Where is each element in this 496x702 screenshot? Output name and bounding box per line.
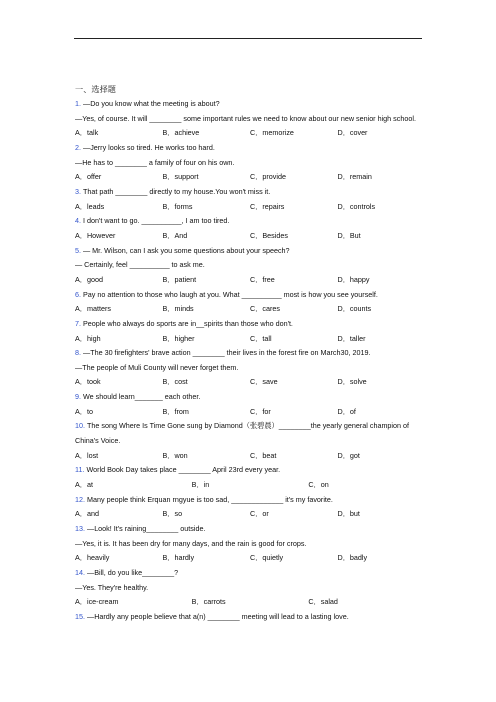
option-b[interactable]: B．so bbox=[162, 509, 183, 519]
option-b[interactable]: B．patient bbox=[162, 274, 197, 284]
option-c[interactable]: C．repairs bbox=[250, 201, 285, 211]
question-13-line-2: —Yes, it is. It has been dry for many days, and the rain is good for crops. bbox=[75, 538, 307, 548]
option-a[interactable]: A．lost bbox=[75, 450, 99, 460]
option-c[interactable]: C．on bbox=[308, 480, 329, 490]
question-2-options bbox=[75, 170, 425, 185]
option-c[interactable]: C．beat bbox=[250, 450, 277, 460]
question-8-options bbox=[75, 375, 425, 390]
question-6-options bbox=[75, 302, 425, 317]
option-b[interactable]: B．forms bbox=[162, 201, 193, 211]
option-d[interactable]: D．badly bbox=[337, 553, 368, 563]
question-12: 12. Many people think Erquan rngyue is too sad, _____________ it's my favorite. bbox=[75, 494, 333, 504]
option-c[interactable]: C．for bbox=[250, 406, 271, 416]
option-d[interactable]: D．controls bbox=[337, 201, 376, 211]
question-6: 6. Pay no attention to those who laugh at you. What __________ most is how you see yourself. bbox=[75, 289, 378, 299]
header-rule bbox=[74, 38, 422, 39]
question-2-line-2: —He has to ________ a family of four on his own. bbox=[75, 157, 235, 167]
question-5-line-2: — Certainly, feel __________ to ask me. bbox=[75, 260, 205, 270]
question-10: 10. The song Where Is Time Gone sung by Diamond（张碧晨）________the yearly general champion of China's Voice. bbox=[75, 421, 410, 446]
question-1-line-2: —Yes, of course. It will ________ some important rules we need to know about our new senior high school. bbox=[75, 113, 416, 123]
question-13-options bbox=[75, 551, 425, 566]
question-11-options bbox=[75, 478, 425, 493]
option-b[interactable]: B．won bbox=[162, 450, 188, 460]
option-b[interactable]: B．cost bbox=[162, 377, 188, 387]
option-b[interactable]: B．achieve bbox=[162, 128, 200, 138]
option-a[interactable]: A．talk bbox=[75, 128, 99, 138]
question-3-options bbox=[75, 200, 425, 215]
option-d[interactable]: D．happy bbox=[337, 274, 370, 284]
option-c[interactable]: C．memorize bbox=[250, 128, 294, 138]
option-d[interactable]: D．solve bbox=[337, 377, 367, 387]
option-d[interactable]: D．of bbox=[337, 406, 356, 416]
option-c[interactable]: C．quietly bbox=[250, 553, 284, 563]
question-15: 15. —Hardly any people believe that a(n) ________ meeting will lead to a lasting love. bbox=[75, 611, 349, 621]
option-a[interactable]: A．good bbox=[75, 274, 103, 284]
option-b[interactable]: B．support bbox=[162, 172, 199, 182]
section-title: 一、选择题 bbox=[75, 85, 116, 94]
option-b[interactable]: B．from bbox=[162, 406, 189, 416]
option-a[interactable]: A．at bbox=[75, 480, 93, 490]
question-13: 13. —Look! It's raining________ outside. bbox=[75, 524, 206, 534]
option-a[interactable]: A．However bbox=[75, 230, 116, 240]
option-a[interactable]: A．ice-cream bbox=[75, 597, 119, 607]
question-11: 11. World Book Day takes place ________ April 23rd every year. bbox=[75, 465, 281, 475]
question-9: 9. We should learn_______ each other. bbox=[75, 392, 201, 402]
option-c[interactable]: C．cares bbox=[250, 304, 280, 314]
question-9-options bbox=[75, 405, 425, 420]
option-d[interactable]: D．got bbox=[337, 450, 360, 460]
question-5: 5. — Mr. Wilson, can I ask you some questions about your speech? bbox=[75, 245, 290, 255]
option-d[interactable]: D．but bbox=[337, 509, 360, 519]
option-a[interactable]: A．offer bbox=[75, 172, 102, 182]
question-10-options bbox=[75, 449, 425, 464]
question-7: 7. People who always do sports are in__spirits than those who don't. bbox=[75, 318, 293, 328]
question-8-line-2: —The people of Muli County will never forget them. bbox=[75, 362, 239, 372]
option-d[interactable]: D．But bbox=[337, 230, 361, 240]
option-c[interactable]: C．provide bbox=[250, 172, 286, 182]
option-b[interactable]: B．carrots bbox=[191, 597, 226, 607]
option-c[interactable]: C．Besides bbox=[250, 230, 288, 240]
option-a[interactable]: A．took bbox=[75, 377, 101, 387]
question-14: 14. —Bill, do you like________? bbox=[75, 568, 179, 577]
question-14-options bbox=[75, 595, 425, 610]
option-a[interactable]: A．heavily bbox=[75, 553, 110, 563]
question-8: 8. —The 30 firefighters' brave action ________ their lives in the forest fire on March30, 2019. bbox=[75, 348, 371, 358]
option-a[interactable]: A．matters bbox=[75, 304, 111, 314]
option-c[interactable]: C．save bbox=[250, 377, 278, 387]
option-c[interactable]: C．or bbox=[250, 509, 269, 519]
option-b[interactable]: B．minds bbox=[162, 304, 194, 314]
option-d[interactable]: D．cover bbox=[337, 128, 368, 138]
question-14-line-2: —Yes. They're healthy. bbox=[75, 582, 149, 592]
option-a[interactable]: A．high bbox=[75, 333, 101, 343]
question-4: 4. I don't want to go. __________, I am too tired. bbox=[75, 216, 230, 226]
question-5-options bbox=[75, 273, 425, 288]
question-2: 2. —Jerry looks so tired. He works too hard. bbox=[75, 142, 215, 152]
question-7-options bbox=[75, 332, 425, 347]
option-c[interactable]: C．salad bbox=[308, 597, 338, 607]
question-4-options bbox=[75, 229, 425, 244]
question-1: 1. —Do you know what the meeting is about? bbox=[75, 99, 220, 108]
option-d[interactable]: D．taller bbox=[337, 333, 366, 343]
question-1-options bbox=[75, 126, 425, 141]
question-3: 3. That path ________ directly to my house.You won't miss it. bbox=[75, 186, 271, 196]
question-12-options bbox=[75, 507, 425, 522]
option-b[interactable]: B．higher bbox=[162, 333, 195, 343]
option-a[interactable]: A．to bbox=[75, 406, 93, 416]
option-d[interactable]: D．counts bbox=[337, 304, 372, 314]
option-b[interactable]: B．in bbox=[191, 480, 210, 490]
option-a[interactable]: A．leads bbox=[75, 201, 105, 211]
option-c[interactable]: C．tall bbox=[250, 333, 272, 343]
question-list bbox=[75, 83, 425, 625]
option-b[interactable]: B．hardly bbox=[162, 553, 195, 563]
option-c[interactable]: C．free bbox=[250, 274, 275, 284]
option-d[interactable]: D．remain bbox=[337, 172, 372, 182]
option-a[interactable]: A．and bbox=[75, 509, 99, 519]
option-b[interactable]: B．And bbox=[162, 230, 188, 240]
